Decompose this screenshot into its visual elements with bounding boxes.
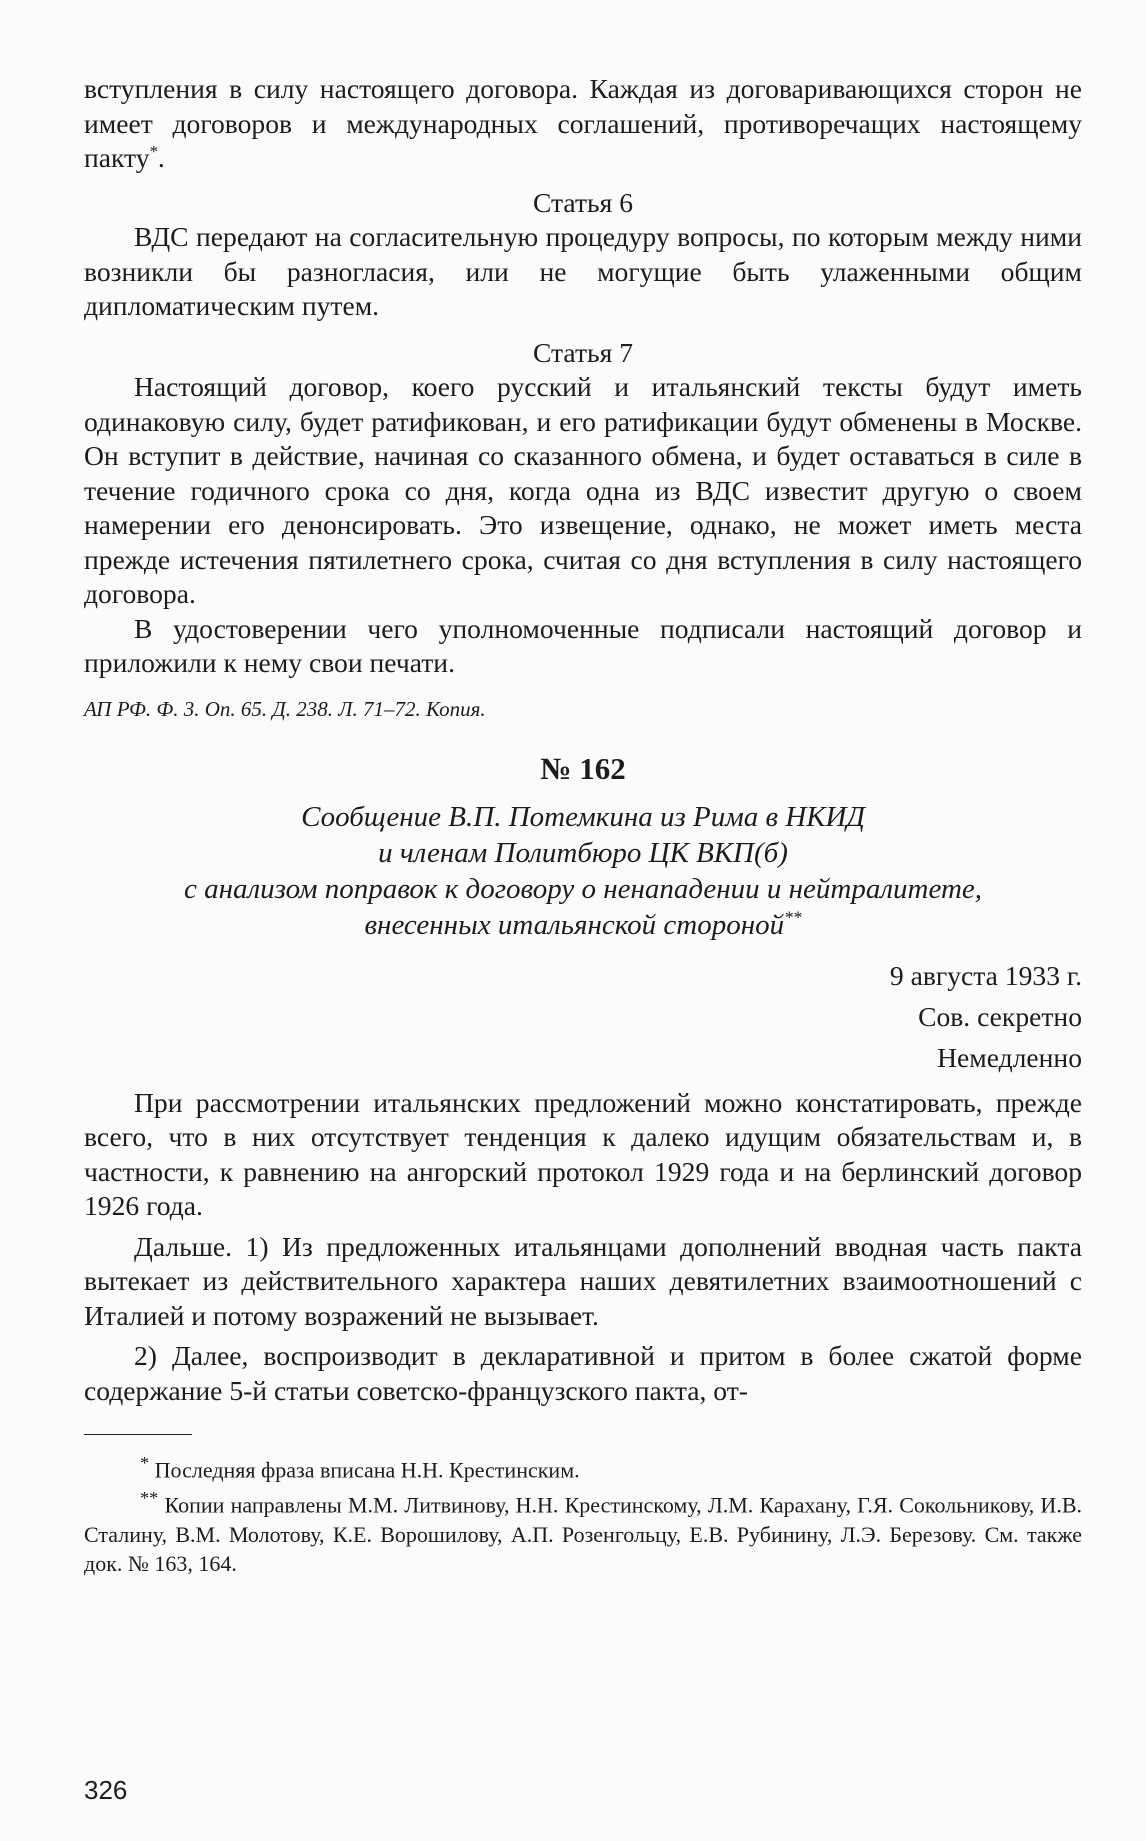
- footnote-2: [84, 1484, 1082, 1577]
- footnote-2-text: Копии направлены М.М. Литвинову, Н.Н. Крестинскому, Л.М. Карахану, Г.Я. Сокольникову, И.В. Сталину, В.М. Молотову, К.Е. Ворошилову, А.П. Розенгольцу, Е.В. Рубинину, Л.Э. Березову. См. также док. № 163, 164.: [84, 1492, 1082, 1576]
- document-page: [84, 72, 1082, 1578]
- article-7-closing: В удостоверении чего уполномоченные подписали настоящий договор и приложили к нему свои печати.: [84, 612, 1082, 678]
- document-paragraph-1: При рассмотрении итальянских предложений можно констатировать, прежде всего, что в них отсутствует тенденция к далеко идущим обязательствам и, в частности, к равнению на ангорский протокол 1929 года и на берлинский договор 1926 года.: [84, 1086, 1082, 1221]
- document-title: [84, 799, 1082, 943]
- page-number: 326: [84, 1775, 128, 1805]
- title-line: Сообщение В.П. Потемкина из Рима в НКИД: [301, 800, 865, 833]
- article-7-text: Настоящий договор, коего русский и итальянский тексты будут иметь одинаковую силу, будет ратификован, и его ратификации будут обменены в Москве. Он вступит в действие, начиная со сказанного обмена, и будет оставаться в силе в течение годичного срока со дня, когда одна из ВДС известит другую о своем намерении его денонсировать. Это извещение, однако, не может иметь места прежде истечения пятилетнего срока, считая со дня вступления в силу настоящего договора.: [84, 371, 1082, 609]
- article-7-heading: Статья 7: [532, 336, 633, 368]
- document-paragraph-2: Дальше. 1) Из предложенных итальянцами дополнений вводная часть пакта вытекает из действительного характера наших девятилетних взаимоотношений с Италией и потому возражений не вызывает.: [84, 1230, 1082, 1331]
- classification-stamp: Сов. секретно: [918, 1000, 1082, 1032]
- title-line: с анализом поправок к договору о ненападении и нейтралитете,: [183, 872, 983, 905]
- title-line-last: [84, 907, 1082, 943]
- title-line: внесенных итальянской стороной: [364, 908, 785, 941]
- document-date: 9 августа 1933 г.: [889, 959, 1082, 991]
- footnote-1: [84, 1449, 1082, 1484]
- document-paragraph-3: 2) Далее, воспроизводит в декларативной и притом в более сжатой форме содержание 5-й статьи советско-французского пакта, от-: [84, 1340, 1082, 1406]
- footnote-1-mark: *: [140, 1453, 150, 1473]
- urgency-stamp: Немедленно: [937, 1041, 1082, 1073]
- article-6-heading: Статья 6: [532, 186, 633, 218]
- footnote-mark: *: [149, 141, 158, 161]
- paragraph-text: вступления в силу настоящего договора. Каждая из договаривающихся сторон не имеет договоров и международных соглашений, противоречащих настоящему пакту*.: [84, 73, 1082, 173]
- document-number: № 162: [540, 750, 626, 786]
- archive-reference: АП РФ. Ф. 3. Оп. 65. Д. 238. Л. 71–72. Копия.: [84, 696, 486, 721]
- article-6-text: ВДС передают на согласительную процедуру вопросы, по которым между ними возникли бы разногласия, или не могущие быть улаженными общим дипломатическим путем.: [84, 221, 1082, 321]
- title-line: и членам Политбюро ЦК ВКП(б): [378, 836, 788, 869]
- footnote-divider: [84, 1434, 192, 1435]
- footnote-mark: **: [784, 906, 802, 927]
- footnote-1-text: Последняя фраза вписана Н.Н. Крестинским.: [154, 1457, 580, 1483]
- paragraph-continuation: [84, 72, 1082, 176]
- document-meta: [84, 955, 1082, 1078]
- footnote-2-mark: **: [140, 1488, 159, 1509]
